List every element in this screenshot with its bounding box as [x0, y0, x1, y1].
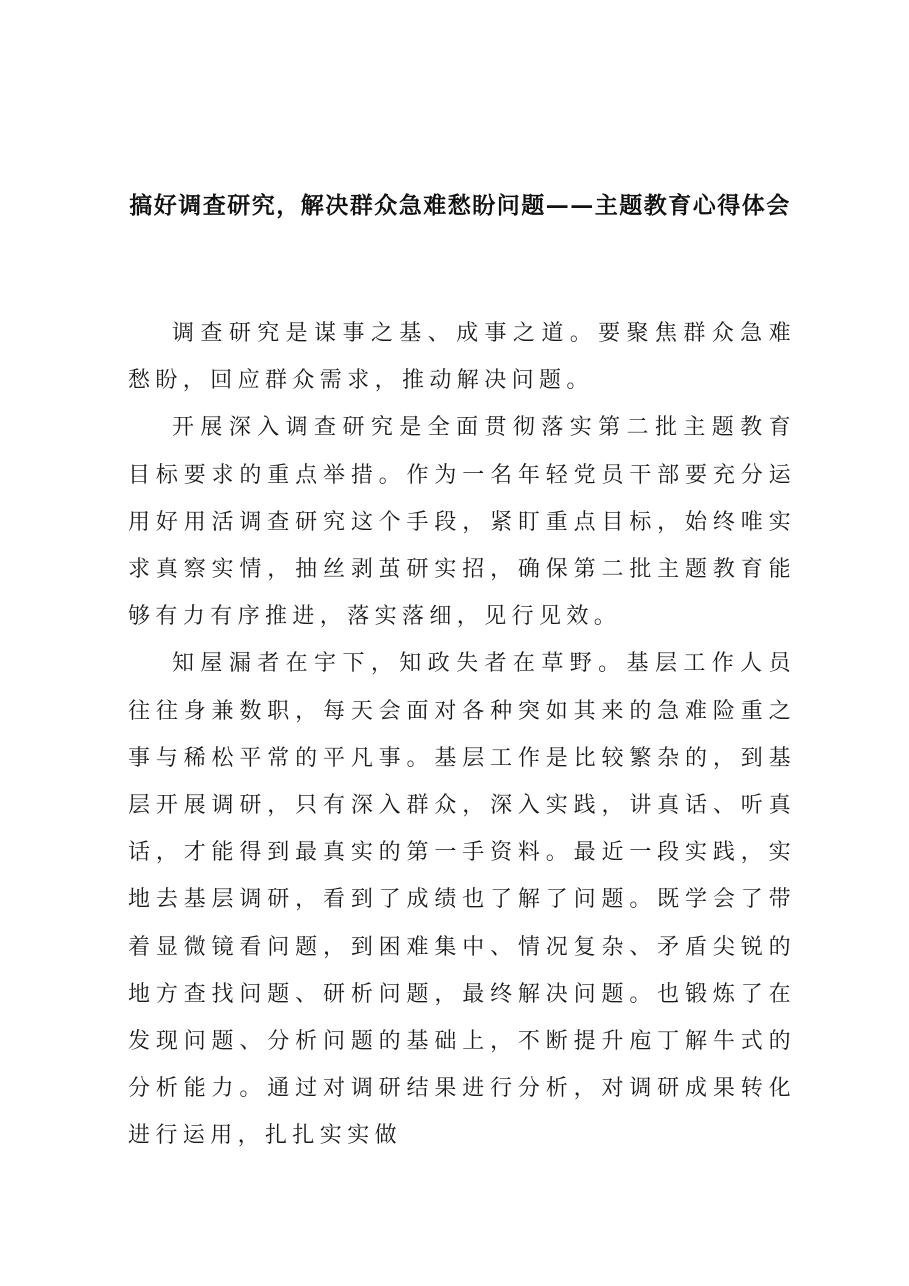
document-title: 搞好调查研究，解决群众急难愁盼问题——主题教育心得体会 — [129, 192, 791, 219]
paragraph-3: 知屋漏者在宇下，知政失者在草野。基层工作人员往往身兼数职，每天会面对各种突如其来的急难险重之事与稀松平常的平凡事。基层工作是比较繁杂的，到基层开展调研，只有深入群众，深入实践，讲真话、听真话，才能得到最真实的第一手资料。最近一段实践，实地去基层调研，看到了成绩也了解了问题。既学会了带着显微镜看问题，到困难集中、情况复杂、矛盾尖锐的地方查找问题、研析问题，最终解决问题。也锻炼了在发现问题、分析问题的基础上，不断提升庖丁解牛式的分析能力。通过对调研结果进行分析，对调研成果转化进行运用，扎扎实实做 — [128, 651, 796, 1149]
paragraph-1: 调查研究是谋事之基、成事之道。要聚焦群众急难愁盼，回应群众需求，推动解决问题。 — [128, 321, 796, 394]
document-body — [128, 310, 796, 1160]
paragraph-2: 开展深入调查研究是全面贯彻落实第二批主题教育目标要求的重点举措。作为一名年轻党员干部要充分运用好用活调查研究这个手段，紧盯重点目标，始终唯实求真察实情，抽丝剥茧研实招，确保第二批主题教育能够有力有序推进，落实落细，见行见效。 — [128, 415, 796, 630]
